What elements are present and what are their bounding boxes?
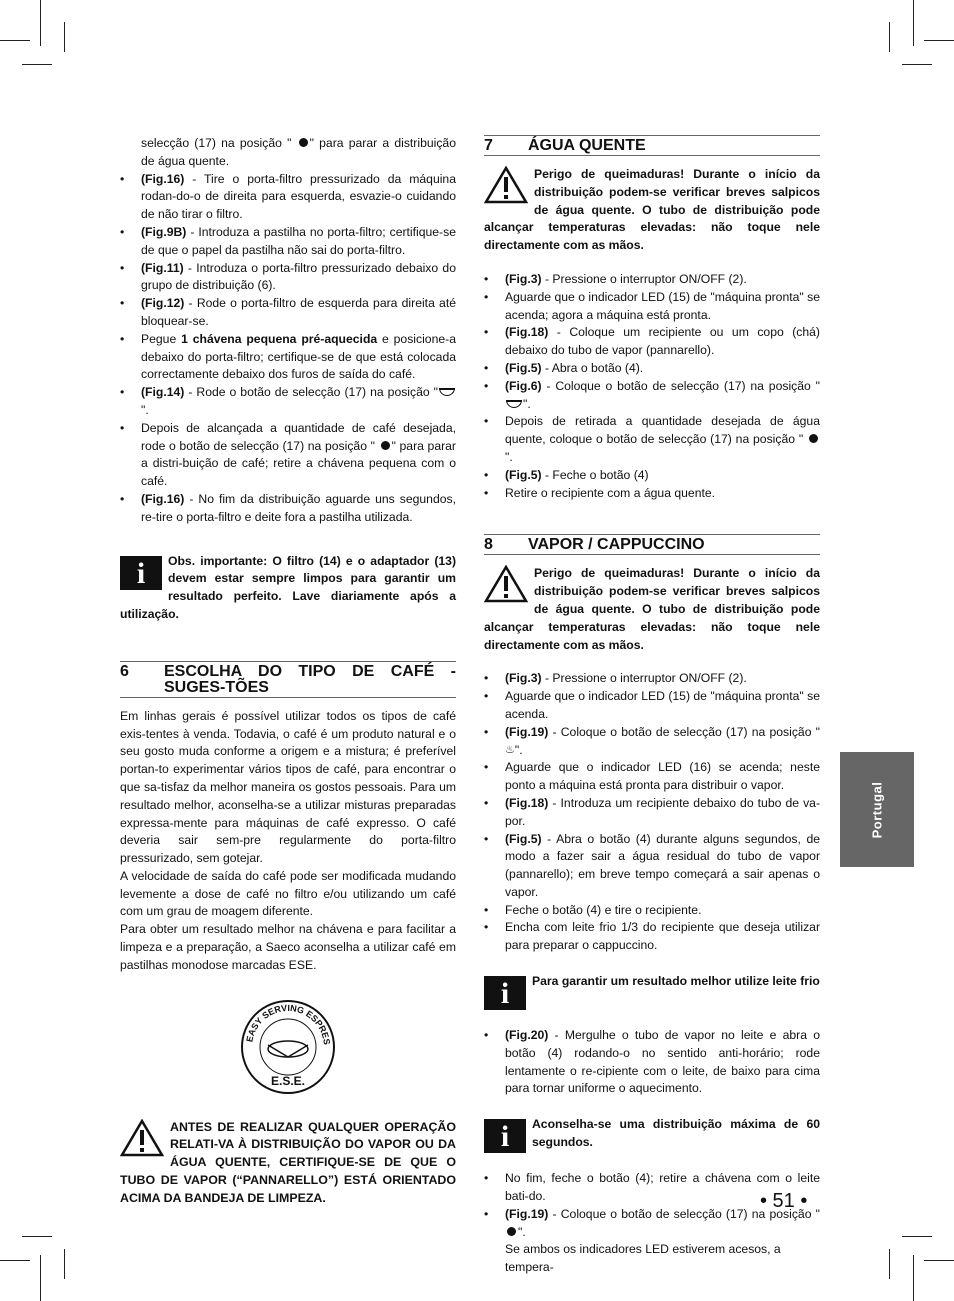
crop-mark — [924, 1260, 954, 1261]
list-item: • (Fig.20) - Mergulhe o tubo de vapor no leite e abra o botão (4) rodando-o no sentido anti-horário; rode lentamente o re-cipiente com o leite, de baixo para cima para tornar uniforme o aquecimento. — [484, 1027, 820, 1098]
list-item: • (Fig.3) - Pressione o interruptor ON/OFF (2). — [484, 271, 820, 289]
section-6-paragraph: A velocidade de saída do café pode ser modificada mudando levemente a dose de café no filtro e/ou utilizando um café com um grau de moagem diferente. — [120, 868, 456, 919]
list-item: • (Fig.3) - Pressione o interruptor ON/OFF (2). — [484, 670, 820, 688]
crop-mark — [913, 1255, 914, 1301]
list-item: • (Fig.5) - Abra o botão (4) durante alguns segundos, de modo a fazer sair a água residual do tubo de vapor (pannarello); em breve tempo começará a sair apenas o vapor. — [484, 831, 820, 902]
dot-icon — [507, 1227, 516, 1236]
list-item: • (Fig.18) - Introduza um recipiente debaixo do tubo de va-por. — [484, 795, 820, 831]
cup-icon — [506, 400, 522, 408]
list-item: • Depois de alcançada a quantidade de café desejada, rode o botão de selecção (17) na posição " " para parar a distri-buição de café; retire a chávena pequena com o café. — [120, 420, 456, 491]
svg-text:E.S.E.: E.S.E. — [270, 1073, 306, 1088]
left-bullet-list — [120, 171, 456, 527]
list-item: • (Fig.12) - Rode o porta-filtro de esquerda para direita até bloquear-se. — [120, 295, 456, 331]
list-item: • Retire o recipiente com a água quente. — [484, 485, 820, 503]
list-item: • Depois de retirada a quantidade desejada de água quente, coloque o botão de selecção (17) na posição " ". — [484, 413, 820, 466]
crop-mark — [0, 40, 30, 41]
crop-mark — [40, 0, 41, 46]
section-8-list-cont — [484, 1027, 820, 1098]
crop-mark — [0, 1260, 30, 1261]
crop-mark — [924, 40, 954, 41]
info-icon: i — [120, 556, 162, 590]
info-note: i Para garantir um resultado melhor utilize leite frio — [484, 973, 820, 1011]
list-item: • (Fig.16) - Tire o porta-filtro pressurizado da máquina rodan-do-o de direita para esquerda, esvazie-o cuidando de não tirar o filtro. — [120, 171, 456, 224]
section-6-paragraph: Em linhas gerais é possível utilizar todos os tipos de café exis-tentes à venda. Todavia, o café é um produto natural e o seu gosto muda conforme a origem e a mistura; é preferível portan-to experimentar vários tipos de café, para encontrar o que sa-tisfaz da melhor maneira os gostos pessoais. Para um resultado melhor, aconselha-se a utilizar misturas preparadas expressa-mente para máquinas de café expresso. O café deveria sair sem-pre regularmente do porta-filtro pressurizado, sem gotejar. — [120, 708, 456, 866]
list-item: • Aguarde que o indicador LED (15) de "máquina pronta" se acenda. — [484, 688, 820, 724]
list-item: • Pegue 1 chávena pequena pré-aquecida e posicione-a debaixo do porta-filtro; certifique-se de que está colocada correctamente debaixo dos furos de saída do café. — [120, 331, 456, 384]
crop-mark — [40, 1255, 41, 1301]
list-item: • Encha com leite frio 1/3 do recipiente que deseja utilizar para preparar o cappuccino. — [484, 919, 820, 955]
dot-icon — [809, 434, 818, 443]
language-tab: Portugal — [840, 752, 914, 867]
warning-icon — [120, 1119, 164, 1157]
section-8-heading: 8 VAPOR / CAPPUCCINO — [484, 534, 820, 555]
info-icon: i — [484, 976, 526, 1010]
list-item: • (Fig.16) - No fim da distribuição aguarde uns segundos, re-tire o porta-filtro e deite fora a pastilha utilizada. — [120, 491, 456, 527]
continuation-text: Se ambos os indicadores LED estiverem acesos, a tempera- — [505, 1242, 781, 1275]
list-item: • (Fig.6) - Coloque o botão de selecção (17) na posição "". — [484, 378, 820, 414]
ese-logo — [238, 997, 338, 1097]
crop-mark — [902, 64, 932, 65]
section-7-list — [484, 271, 820, 502]
list-item: • Aguarde que o indicador LED (15) de "máquina pronta" se acenda; agora a máquina está pronta. — [484, 289, 820, 325]
info-icon: i — [484, 1119, 526, 1153]
page-number: • 51 • — [760, 1190, 808, 1212]
list-item: • (Fig.11) - Introduza o porta-filtro pressurizado debaixo do grupo de distribuição (6). — [120, 260, 456, 296]
section-6-paragraph: Para obter um resultado melhor na chávena e para facilitar a limpeza e a preparação, a Saeco aconselha a utilizar café em pastilhas monodose marcadas ESE. — [120, 922, 456, 972]
warning-note: Perigo de queimaduras! Durante o início da distribuição podem-se verificar breves salpicos de água quente. O tubo de distribuição pode alcançar temperaturas elevadas: não toque nele directamente com as mãos. — [484, 167, 820, 253]
list-item: • No fim, feche o botão (4); retire a chávena com o leite bati-do. — [484, 1170, 820, 1206]
dot-icon — [381, 441, 390, 450]
section-8-list — [484, 670, 820, 955]
crop-mark — [902, 1236, 932, 1237]
steam-icon: ♨ — [505, 743, 515, 756]
section-6-heading: 6 ESCOLHA DO TIPO DE CAFÉ - SUGES-TÕES — [120, 662, 456, 696]
warning-icon — [484, 565, 528, 603]
warning-note: Perigo de queimaduras! Durante o início da distribuição podem-se verificar breves salpicos de água quente. O tubo de distribuição pode alcançar temperaturas elevadas: não toque nele directamente com as mãos. — [484, 566, 820, 652]
section-7-heading: 7 ÁGUA QUENTE — [484, 135, 820, 156]
list-item: • Feche o botão (4) e tire o recipiente. — [484, 902, 820, 920]
right-column — [484, 135, 820, 1277]
warning-note: ANTES DE REALIZAR QUALQUER OPERAÇÃO RELATI-VA À DISTRIBUIÇÃO DO VAPOR OU DA ÁGUA QUENTE, CERTIFIQUE-SE DE QUE O TUBO DE VAPOR (“PANNARELLO”) ESTÁ ORIENTADO ACIMA DA BANDEJA DE LIMPEZA. — [120, 1119, 456, 1205]
list-item: • (Fig.19) - Coloque o botão de selecção (17) na posição " ". — [484, 1206, 820, 1242]
cup-icon — [439, 388, 455, 396]
list-item: • (Fig.5) - Abra o botão (4). — [484, 360, 820, 378]
list-item: • (Fig.19) - Coloque o botão de selecção (17) na posição "♨". — [484, 724, 820, 760]
list-item: • (Fig.5) - Feche o botão (4) — [484, 467, 820, 485]
list-item: • (Fig.14) - Rode o botão de selecção (17) na posição "". — [120, 384, 456, 420]
left-column — [120, 135, 456, 1208]
list-item: • (Fig.9B) - Introduza a pastilha no porta-filtro; certifique-se de que o papel da pastilha não sai do porta-filtro. — [120, 224, 456, 260]
info-note: i Aconselha-se uma distribuição máxima de 60 segundos. — [484, 1116, 820, 1154]
crop-mark — [913, 0, 914, 46]
crop-mark — [64, 22, 65, 52]
crop-mark — [889, 1249, 890, 1279]
intro-continuation: selecção (17) na posição " " para parar a distribuição de água quente. — [141, 136, 456, 168]
dot-icon — [299, 138, 308, 147]
svg-text:EASY SERVING ESPRESSO: EASY SERVING ESPRES — [244, 1002, 332, 1045]
info-note: i Obs. importante: O filtro (14) e o adaptador (13) devem estar sempre limpos para garantir um resultado perfeito. Lave diariamente após a utilização. — [120, 553, 456, 621]
list-item: • (Fig.18) - Coloque um recipiente ou um copo (chá) debaixo do tubo de vapor (pannarello). — [484, 324, 820, 360]
crop-mark — [22, 64, 52, 65]
crop-mark — [64, 1249, 65, 1279]
warning-icon — [484, 166, 528, 204]
list-item: • Aguarde que o indicador LED (16) se acenda; neste ponto a máquina está pronta para distribuir o vapor. — [484, 759, 820, 795]
crop-mark — [22, 1236, 52, 1237]
crop-mark — [889, 22, 890, 52]
